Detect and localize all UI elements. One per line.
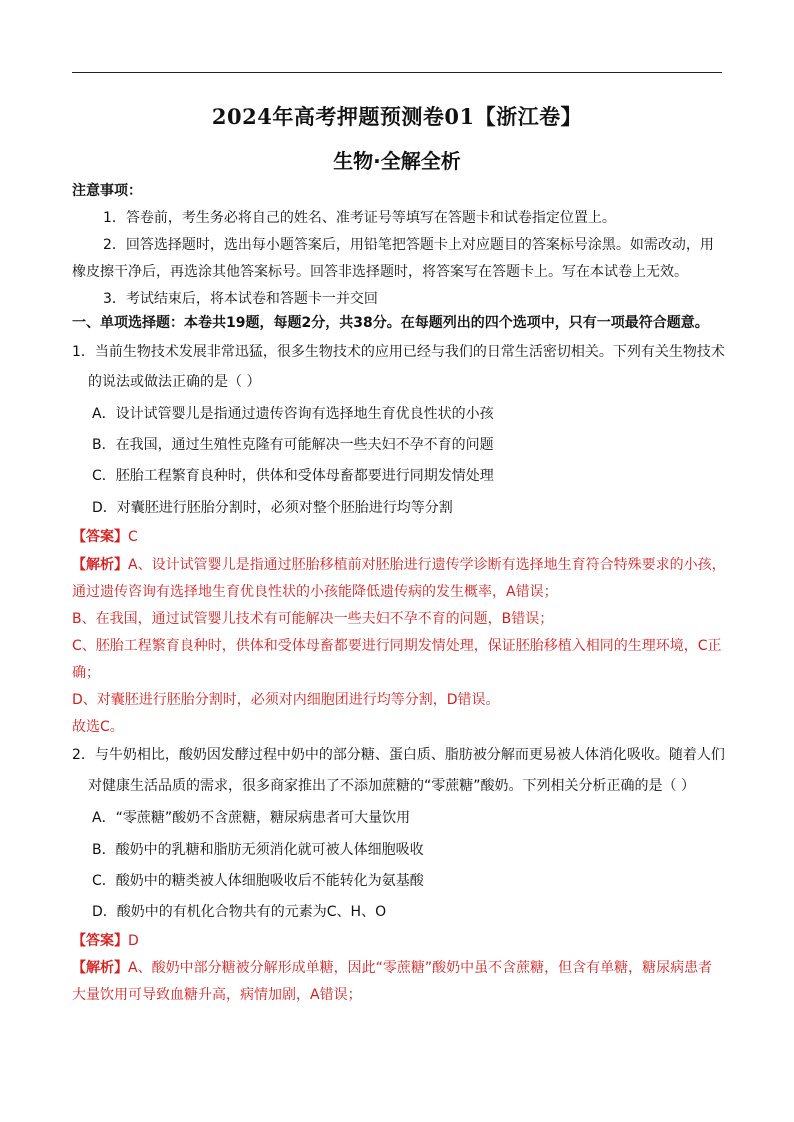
- q1-answer: [72, 527, 138, 547]
- q1-option-a: A．设计试管婴儿是指通过遗传咨询有选择地生育优良性状的小孩: [92, 406, 494, 422]
- notes-heading: 注意事项：: [72, 183, 142, 199]
- page-subtitle: 生物·全解全析: [333, 149, 461, 173]
- analysis-label: 【解析】: [72, 557, 128, 573]
- q2-option-b: B．酸奶中的乳糖和脂肪无须消化就可被人体细胞吸收: [92, 842, 424, 858]
- header-rule: [72, 72, 722, 73]
- q2-option-a: A．“零蔗糖”酸奶不含蔗糖，糖尿病患者可大量饮用: [92, 810, 411, 826]
- q1-option-d: D．对囊胚进行胚胎分割时，必须对整个胚胎进行均等分割: [92, 500, 453, 516]
- q1-option-b: B．在我国，通过生殖性克隆有可能解决一些夫妇不孕不育的问题: [92, 437, 494, 453]
- analysis-text: A、设计试管婴儿是指通过胚胎移植前对胚胎进行遗传学诊断有选择地生育符合特殊要求的小孩，: [128, 557, 726, 573]
- q1-stem: 的说法或做法正确的是（ ）: [88, 374, 261, 390]
- q1-analysis-line: 确；: [72, 665, 100, 681]
- q2-answer: [72, 931, 139, 951]
- notes-item: 2．回答选择题时，选出每小题答案后，用铅笔把答题卡上对应题目的答案标号涂黑。如需改动，用: [103, 237, 714, 253]
- q2-stem: 2．与牛奶相比，酸奶因发酵过程中奶中的部分糖、蛋白质、脂肪被分解而更易被人体消化吸收。随着人们: [72, 747, 725, 763]
- answer-value: C: [128, 529, 138, 545]
- answer-label: 【答案】: [72, 933, 128, 949]
- analysis-text: A、酸奶中部分糖被分解形成单糖，因此“零蔗糖”酸奶中虽不含蔗糖，但含有单糖，糖尿病患者: [128, 960, 713, 976]
- answer-value: D: [128, 933, 139, 949]
- q1-analysis-line: 通过遗传咨询有选择地生育优良性状的小孩能降低遗传病的发生概率，A错误；: [72, 584, 558, 600]
- analysis-label: 【解析】: [72, 960, 128, 976]
- notes-item: 1．答卷前，考生务必将自己的姓名、准考证号等填写在答题卡和试卷指定位置上。: [103, 210, 616, 226]
- q1-analysis-line: D、对囊胚进行胚胎分割时，必须对内细胞团进行均等分割，D错误。: [72, 692, 500, 708]
- q1-stem: 1．当前生物技术发展非常迅猛，很多生物技术的应用已经与我们的日常生活密切相关。下列有关生物技术: [72, 344, 725, 360]
- q2-option-c: C．酸奶中的糖类被人体细胞吸收后不能转化为氨基酸: [92, 873, 424, 889]
- q2-stem: 对健康生活品质的需求，很多商家推出了不添加蔗糖的“零蔗糖”酸奶。下列相关分析正确的是（ ）: [88, 778, 695, 794]
- q2-analysis: [72, 958, 712, 978]
- notes-item: 3．考试结束后，将本试卷和答题卡一并交回: [103, 291, 378, 307]
- q1-analysis-line: B、在我国，通过试管婴儿技术有可能解决一些夫妇不孕不育的问题，B错误；: [72, 611, 554, 627]
- page-title: 2024年高考押题预测卷01【浙江卷】: [211, 104, 583, 129]
- q1-analysis-line: C、胚胎工程繁育良种时，供体和受体母畜都要进行同期发情处理，保证胚胎移植入相同的生理环境，C正: [72, 638, 722, 654]
- notes-item: 橡皮擦干净后，再选涂其他答案标号。回答非选择题时，将答案写在答题卡上。写在本试卷上无效。: [72, 264, 688, 280]
- answer-label: 【答案】: [72, 529, 128, 545]
- q1-option-c: C．胚胎工程繁育良种时，供体和受体母畜都要进行同期发情处理: [92, 468, 494, 484]
- q2-analysis-line: 大量饮用可导致血糖升高，病情加剧，A错误；: [72, 987, 362, 1003]
- q1-conclusion: 故选C。: [72, 719, 124, 735]
- q1-analysis: [72, 555, 726, 575]
- q2-option-d: D．酸奶中的有机化合物共有的元素为C、H、O: [92, 904, 387, 920]
- section-heading: 一、单项选择题：本卷共19题，每题2分，共38分。在每题列出的四个选项中，只有一项最符合题意。: [72, 315, 709, 331]
